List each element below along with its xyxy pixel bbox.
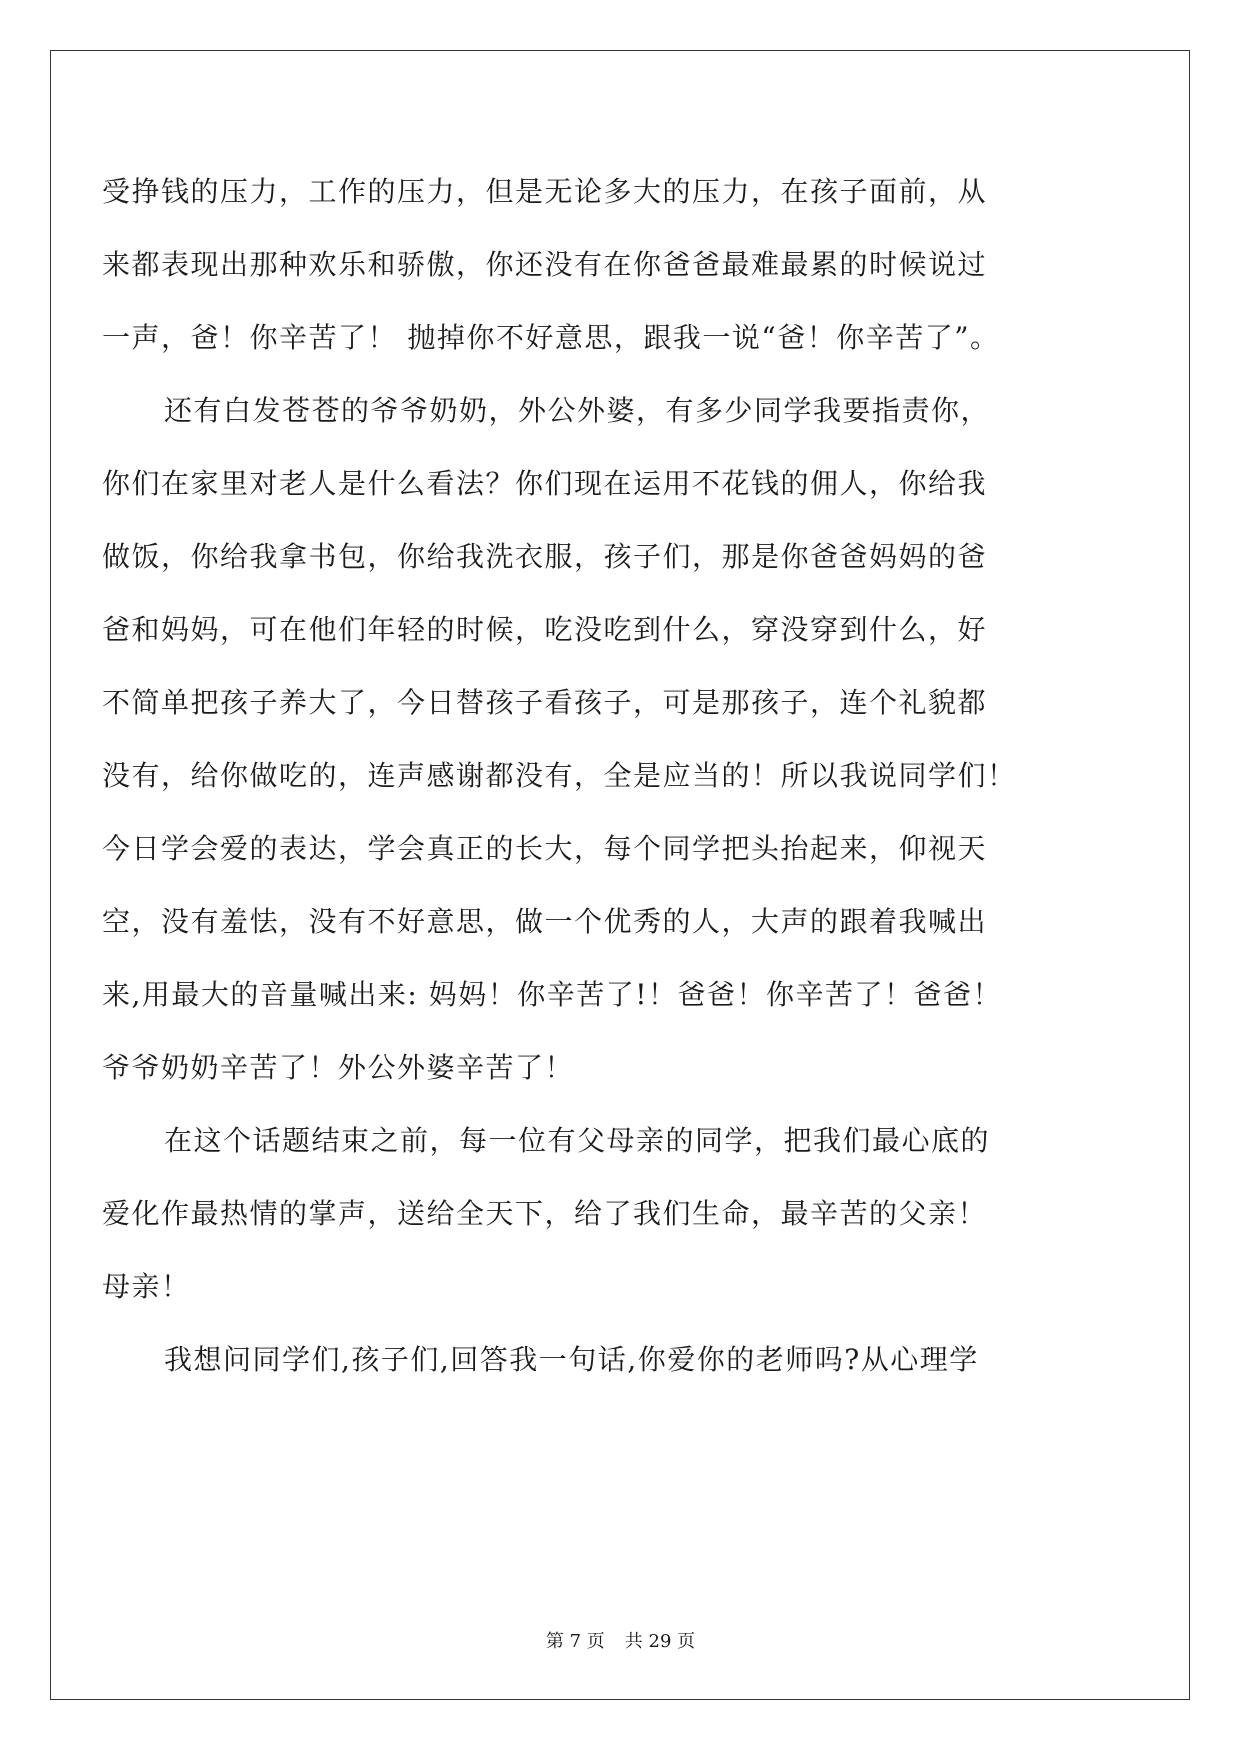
text-line: 空，没有羞怯，没有不好意思，做一个优秀的人，大声的跟着我喊出 [102, 905, 988, 938]
page-number: 第 7 页 [545, 1631, 605, 1652]
text-line: 你们在家里对老人是什么看法？你们现在运用不花钱的佣人，你给我 [102, 467, 988, 500]
paragraph-start-line: 还有白发苍苍的爷爷奶奶，外公外婆，有多少同学我要指责你， [164, 394, 991, 427]
text-line: 今日学会爱的表达，学会真正的长大，每个同学把头抬起来，仰视天 [102, 832, 988, 865]
text-line: 受挣钱的压力，工作的压力，但是无论多大的压力，在孩子面前，从 [102, 175, 988, 208]
page-total: 共 29 页 [624, 1631, 696, 1652]
text-line: 来,用最大的音量喊出来: 妈妈！你辛苦了!！爸爸！你辛苦了！爸爸！ [102, 978, 1002, 1011]
text-line: 不简单把孩子养大了，今日替孩子看孩子，可是那孩子，连个礼貌都 [102, 686, 988, 719]
text-line: 爱化作最热情的掌声，送给全天下，给了我们生命，最辛苦的父亲！ [102, 1197, 988, 1230]
text-line: 来都表现出那种欢乐和骄傲，你还没有在你爸爸最难最累的时候说过 [102, 248, 988, 281]
text-line: 母亲！ [102, 1270, 191, 1303]
text-line: 没有，给你做吃的，连声感谢都没有，全是应当的！所以我说同学们！ [102, 759, 1017, 792]
paragraph-start-line: 在这个话题结束之前，每一位有父母亲的同学，把我们最心底的 [164, 1124, 991, 1157]
text-line: 一声，爸！你辛苦了！ 抛掉你不好意思，跟我一说“爸！你辛苦了”。 [102, 321, 1000, 354]
page-frame [50, 50, 1190, 1700]
text-line: 爸和妈妈，可在他们年轻的时候，吃没吃到什么，穿没穿到什么，好 [102, 613, 988, 646]
text-line: 爷爷奶奶辛苦了！外公外婆辛苦了！ [102, 1051, 575, 1084]
text-line: 做饭，你给我拿书包，你给我洗衣服，孩子们，那是你爸爸妈妈的爸 [102, 540, 988, 573]
paragraph-start-line: 我想问同学们,孩子们,回答我一句话,你爱你的老师吗?从心理学 [164, 1343, 979, 1376]
page-footer [0, 1627, 1241, 1653]
